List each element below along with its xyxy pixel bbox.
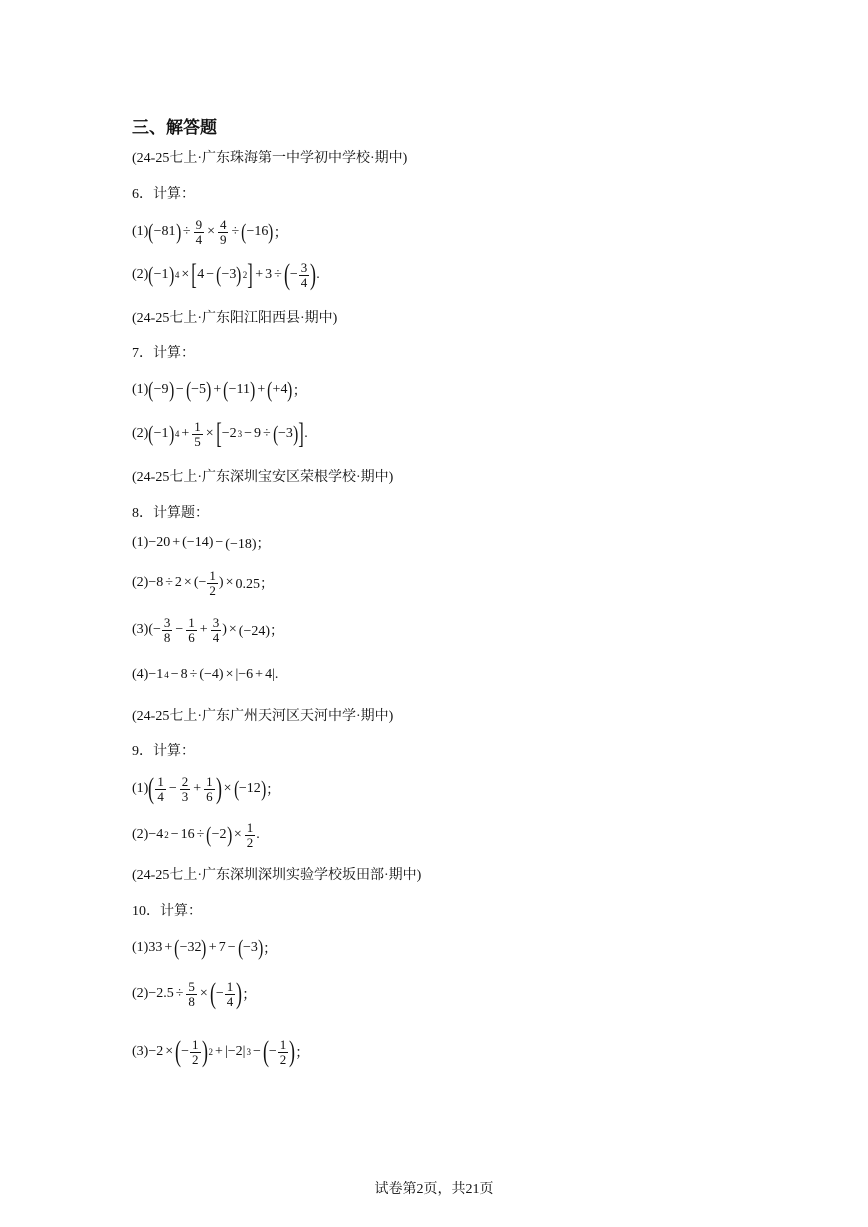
source-line: (24-25七上·广东阳江阳西县·期中) (132, 311, 338, 326)
expression-8-1: (1)−20 + (−14) − (−18)； (132, 535, 271, 552)
expression-9-2: (2)−4 2 − 16 ÷ ( −2 ) × $\frac{1}{2}$ . (132, 819, 260, 850)
source-line: (24-25七上·广东广州天河区天河中学·期中) (132, 709, 394, 724)
source-line: (24-25七上·广东深圳深圳实验学校坂田部·期中) (132, 868, 422, 883)
expression-10-2: (2)−2.5 ÷ $\frac{5}{8}$ × ( − $\frac{1}{4}$ ) ； (132, 977, 257, 1010)
expression-9-1: (1) ( $\frac{1}{4}$ − $\frac{2}{3}$ + $\frac{1}{6}$ ) × ( −12 ) ； (132, 772, 281, 805)
question-label: 8．计算题： (132, 506, 209, 521)
source-line: (24-25七上·广东深圳宝安区荣根学校·期中) (132, 470, 394, 485)
expression-7-1: (1) ( −9 ) − ( −5 ) + ( −11 ) + ( +4 ) ； (132, 377, 307, 402)
expression-8-4: (4)−1 4 − 8 ÷ (−4) × |−6 + 4|. (132, 667, 279, 682)
question-label: 9．计算： (132, 744, 195, 759)
expression-10-1: (1)33 + ( −32 ) + 7 − ( −3 ) ； (132, 935, 278, 960)
expression-6-1: (1) ( −81 ) ÷ $\frac{9}{4}$ × $\frac{4}{9}$ ÷ ( −16 ) ； (132, 216, 288, 247)
section-title: 三、解答题 (132, 118, 217, 137)
page-footer: 试卷第2页，共21页 (374, 1182, 494, 1197)
question-label: 7．计算： (132, 346, 195, 361)
source-line: (24-25七上·广东珠海第一中学初中学校·期中) (132, 151, 408, 166)
expression-8-2: (2)−8 ÷ 2 × (− $\frac{1}{2}$ ) × 0.25； (132, 567, 274, 598)
expression-7-2: (2) ( −1 ) 4 + $\frac{1}{5}$ × [ −2 3 − 9 ÷ ( −3 ) ] . (132, 417, 308, 450)
question-label: 6．计算： (132, 187, 195, 202)
expression-6-2: (2) ( −1 ) 4 × [ 4 − ( −3 ) 2 ] + 3 ÷ ( − $\frac{3}{4}$ ) . (132, 258, 320, 291)
expression-10-3: (3)−2 × ( − $\frac{1}{2}$ ) 2 + |−2| 3 − ( − $\frac{1}{2}$ ) ； (132, 1035, 310, 1068)
question-label: 10．计算： (132, 904, 202, 919)
expression-8-3: (3)(− $\frac{3}{8}$ − $\frac{1}{6}$ + $\frac{3}{4}$ ) × (−24)； (132, 614, 285, 645)
